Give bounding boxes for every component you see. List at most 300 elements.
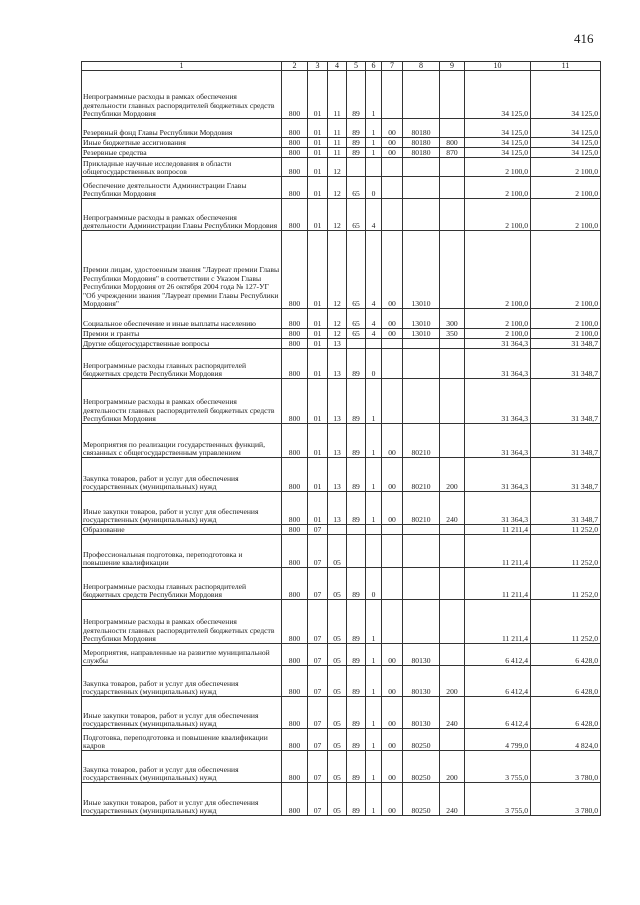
cell-amount-year-2: 4 824,0: [531, 729, 601, 751]
cell-code-subsection: 05: [328, 729, 347, 751]
cell-code-admin: 800: [282, 424, 308, 458]
cell-code-admin: 800: [282, 148, 308, 158]
cell-code-section: 01: [308, 339, 328, 349]
cell-code-direction: [382, 158, 403, 177]
cell-amount-year-2: 3 780,0: [531, 783, 601, 816]
cell-amount-year-1: 2 100,0: [465, 231, 531, 309]
cell-code-subprogram: 1: [366, 600, 382, 644]
cell-amount-year-2: 2 100,0: [531, 177, 601, 199]
cell-code-subprogram: 1: [366, 148, 382, 158]
cell-code-direction: 00: [382, 729, 403, 751]
cell-amount-year-1: 2 100,0: [465, 309, 531, 329]
cell-code-admin: 800: [282, 729, 308, 751]
cell-code-subsection: 13: [328, 339, 347, 349]
cell-amount-year-1: 34 125,0: [465, 71, 531, 119]
cell-code-program: 89: [347, 697, 366, 729]
cell-row-name: Непрограммные расходы главных распорядителей бюджетных средств Республики Мордовия: [82, 568, 282, 600]
cell-code-subsection: [328, 525, 347, 535]
table-row: [82, 666, 601, 697]
cell-row-name: Закупка товаров, работ и услуг для обеспечения государственных (муниципальных) нужд: [82, 751, 282, 783]
cell-code-item: 80130: [403, 644, 440, 666]
cell-code-section: 01: [308, 231, 328, 309]
cell-code-section: 01: [308, 138, 328, 148]
cell-code-expense-type: 300: [440, 309, 465, 329]
cell-code-expense-type: [440, 158, 465, 177]
cell-code-program: 89: [347, 666, 366, 697]
cell-code-direction: 00: [382, 751, 403, 783]
cell-amount-year-1: 11 211,4: [465, 600, 531, 644]
cell-code-subprogram: 1: [366, 458, 382, 492]
cell-amount-year-1: 31 364,3: [465, 339, 531, 349]
cell-code-program: 89: [347, 568, 366, 600]
cell-code-expense-type: [440, 525, 465, 535]
cell-code-admin: 800: [282, 697, 308, 729]
cell-row-name: Премии и гранты: [82, 329, 282, 339]
cell-code-item: [403, 379, 440, 424]
cell-row-name: Резервный фонд Главы Республики Мордовия: [82, 119, 282, 138]
cell-code-item: 80130: [403, 697, 440, 729]
cell-amount-year-2: 11 252,0: [531, 568, 601, 600]
cell-code-subprogram: 4: [366, 199, 382, 231]
table-row: [82, 158, 601, 177]
cell-code-direction: [382, 339, 403, 349]
cell-amount-year-2: 31 348,7: [531, 492, 601, 525]
cell-code-expense-type: [440, 644, 465, 666]
table-row: [82, 525, 601, 535]
cell-code-item: [403, 177, 440, 199]
cell-code-section: 07: [308, 644, 328, 666]
cell-row-name: Непрограммные расходы в рамках обеспечения деятельности Администрации Главы Республики Мордовия: [82, 199, 282, 231]
table-header-row: [82, 62, 601, 71]
cell-amount-year-2: 31 348,7: [531, 349, 601, 379]
cell-code-program: 65: [347, 231, 366, 309]
cell-row-name: Подготовка, переподготовка и повышение квалификации кадров: [82, 729, 282, 751]
cell-code-section: 07: [308, 535, 328, 568]
cell-code-expense-type: [440, 379, 465, 424]
cell-amount-year-2: 34 125,0: [531, 119, 601, 138]
cell-code-program: 89: [347, 644, 366, 666]
cell-amount-year-1: 2 100,0: [465, 199, 531, 231]
cell-code-program: 89: [347, 492, 366, 525]
cell-row-name: Образование: [82, 525, 282, 535]
cell-code-subprogram: 4: [366, 329, 382, 339]
cell-code-subsection: 05: [328, 697, 347, 729]
table-row: [82, 644, 601, 666]
cell-amount-year-2: 34 125,0: [531, 71, 601, 119]
cell-amount-year-2: 6 428,0: [531, 666, 601, 697]
cell-code-section: 07: [308, 783, 328, 816]
header-cell: 5: [347, 62, 366, 71]
cell-code-direction: [382, 71, 403, 119]
cell-code-subsection: 11: [328, 71, 347, 119]
table-row: [82, 458, 601, 492]
cell-code-section: 01: [308, 458, 328, 492]
cell-code-item: 13010: [403, 231, 440, 309]
cell-code-subsection: 05: [328, 666, 347, 697]
cell-code-expense-type: 200: [440, 458, 465, 492]
cell-amount-year-1: 3 755,0: [465, 751, 531, 783]
table-row: [82, 329, 601, 339]
cell-amount-year-2: 2 100,0: [531, 309, 601, 329]
cell-code-direction: [382, 600, 403, 644]
cell-code-program: 89: [347, 71, 366, 119]
cell-code-subprogram: 4: [366, 231, 382, 309]
cell-code-subprogram: 0: [366, 349, 382, 379]
cell-code-item: [403, 199, 440, 231]
cell-row-name: Социальное обеспечение и иные выплаты населению: [82, 309, 282, 329]
cell-code-direction: 00: [382, 783, 403, 816]
table-row: [82, 729, 601, 751]
cell-amount-year-1: 34 125,0: [465, 119, 531, 138]
cell-code-subsection: 05: [328, 535, 347, 568]
cell-amount-year-2: 31 348,7: [531, 424, 601, 458]
cell-amount-year-1: 6 412,4: [465, 666, 531, 697]
cell-code-direction: 00: [382, 119, 403, 138]
table-row: [82, 751, 601, 783]
cell-code-direction: 00: [382, 138, 403, 148]
cell-code-admin: 800: [282, 783, 308, 816]
cell-code-expense-type: 200: [440, 751, 465, 783]
cell-code-program: 89: [347, 600, 366, 644]
cell-code-item: 80210: [403, 458, 440, 492]
cell-code-subprogram: 1: [366, 751, 382, 783]
header-cell: 8: [403, 62, 440, 71]
cell-amount-year-2: 2 100,0: [531, 231, 601, 309]
cell-code-item: 80130: [403, 666, 440, 697]
cell-amount-year-2: 31 348,7: [531, 458, 601, 492]
cell-code-direction: [382, 349, 403, 379]
cell-amount-year-2: 6 428,0: [531, 644, 601, 666]
cell-amount-year-1: 11 211,4: [465, 525, 531, 535]
cell-amount-year-1: 34 125,0: [465, 148, 531, 158]
cell-code-subsection: 12: [328, 309, 347, 329]
cell-code-admin: 800: [282, 158, 308, 177]
cell-code-subsection: 11: [328, 148, 347, 158]
cell-amount-year-1: 6 412,4: [465, 644, 531, 666]
cell-code-expense-type: [440, 600, 465, 644]
table-row: [82, 424, 601, 458]
cell-code-expense-type: [440, 424, 465, 458]
cell-row-name: Профессиональная подготовка, переподготовка и повышение квалификации: [82, 535, 282, 568]
cell-code-direction: [382, 379, 403, 424]
cell-code-subsection: 05: [328, 751, 347, 783]
cell-code-subprogram: [366, 525, 382, 535]
cell-row-name: Непрограммные расходы в рамках обеспечения деятельности главных распорядителей бюджетных средств Республики Мордовия: [82, 379, 282, 424]
cell-row-name: Непрограммные расходы в рамках обеспечения деятельности главных распорядителей бюджетных средств Республики Мордовия: [82, 71, 282, 119]
cell-code-subsection: 05: [328, 783, 347, 816]
cell-code-section: 01: [308, 148, 328, 158]
cell-code-expense-type: [440, 71, 465, 119]
cell-code-subsection: 11: [328, 119, 347, 138]
header-cell: 1: [82, 62, 282, 71]
cell-code-subsection: 12: [328, 231, 347, 309]
cell-code-item: 80250: [403, 751, 440, 783]
cell-code-admin: 800: [282, 492, 308, 525]
cell-code-subsection: 13: [328, 458, 347, 492]
cell-code-subprogram: 1: [366, 424, 382, 458]
cell-code-program: 89: [347, 458, 366, 492]
cell-code-expense-type: 240: [440, 783, 465, 816]
cell-code-admin: 800: [282, 644, 308, 666]
cell-code-expense-type: [440, 349, 465, 379]
cell-row-name: Иные закупки товаров, работ и услуг для обеспечения государственных (муниципальных) нужд: [82, 783, 282, 816]
cell-amount-year-2: 34 125,0: [531, 148, 601, 158]
cell-code-subprogram: 1: [366, 492, 382, 525]
cell-code-direction: [382, 199, 403, 231]
cell-amount-year-2: 2 100,0: [531, 199, 601, 231]
cell-code-section: 07: [308, 729, 328, 751]
cell-code-subsection: 13: [328, 379, 347, 424]
cell-code-expense-type: 240: [440, 492, 465, 525]
cell-amount-year-1: 31 364,3: [465, 458, 531, 492]
cell-code-section: 07: [308, 666, 328, 697]
cell-code-item: 80180: [403, 119, 440, 138]
header-cell: 6: [366, 62, 382, 71]
cell-code-item: 80250: [403, 783, 440, 816]
cell-code-subsection: 05: [328, 644, 347, 666]
cell-row-name: Премии лицам, удостоенным звания "Лауреат премии Главы Республики Мордовия" в соответствии с Указом Главы Республики Мордовия от 26 октября 2004 года № 127-УГ "Об учреждении звания "Лауреат премии Главы Республики Мордовия": [82, 231, 282, 309]
cell-amount-year-2: 11 252,0: [531, 600, 601, 644]
cell-code-item: [403, 568, 440, 600]
cell-row-name: Непрограммные расходы в рамках обеспечения деятельности главных распорядителей бюджетных средств Республики Мордовия: [82, 600, 282, 644]
cell-code-program: 89: [347, 138, 366, 148]
cell-code-item: [403, 339, 440, 349]
header-cell: 7: [382, 62, 403, 71]
cell-row-name: Резервные средства: [82, 148, 282, 158]
cell-code-item: [403, 525, 440, 535]
cell-code-admin: 800: [282, 535, 308, 568]
cell-code-section: 07: [308, 525, 328, 535]
table-row: [82, 600, 601, 644]
cell-code-section: 01: [308, 119, 328, 138]
cell-code-program: 89: [347, 379, 366, 424]
cell-code-expense-type: [440, 568, 465, 600]
cell-code-expense-type: 240: [440, 697, 465, 729]
cell-code-item: [403, 158, 440, 177]
cell-code-admin: 800: [282, 751, 308, 783]
cell-code-subprogram: 1: [366, 71, 382, 119]
cell-code-item: [403, 349, 440, 379]
cell-amount-year-2: 2 100,0: [531, 158, 601, 177]
cell-amount-year-2: 11 252,0: [531, 525, 601, 535]
cell-code-subprogram: 1: [366, 379, 382, 424]
cell-code-subprogram: 0: [366, 177, 382, 199]
cell-code-section: 01: [308, 379, 328, 424]
cell-amount-year-1: 31 364,3: [465, 379, 531, 424]
cell-code-section: 07: [308, 568, 328, 600]
budget-table: [81, 61, 601, 816]
table-row: [82, 568, 601, 600]
cell-code-expense-type: [440, 119, 465, 138]
cell-code-expense-type: [440, 535, 465, 568]
cell-code-item: 80250: [403, 729, 440, 751]
cell-code-program: [347, 525, 366, 535]
cell-amount-year-1: 3 755,0: [465, 783, 531, 816]
table-row: [82, 379, 601, 424]
cell-code-subsection: 05: [328, 568, 347, 600]
cell-row-name: Закупка товаров, работ и услуг для обеспечения государственных (муниципальных) нужд: [82, 458, 282, 492]
cell-code-item: 80210: [403, 424, 440, 458]
cell-code-expense-type: [440, 729, 465, 751]
cell-code-direction: 00: [382, 424, 403, 458]
cell-code-subsection: 11: [328, 138, 347, 148]
cell-code-direction: [382, 525, 403, 535]
cell-row-name: Иные бюджетные ассигнования: [82, 138, 282, 148]
cell-amount-year-2: 34 125,0: [531, 138, 601, 148]
cell-code-expense-type: 350: [440, 329, 465, 339]
header-cell: 10: [465, 62, 531, 71]
header-cell: 2: [282, 62, 308, 71]
cell-code-section: 01: [308, 424, 328, 458]
table-row: [82, 349, 601, 379]
cell-code-direction: 00: [382, 697, 403, 729]
cell-code-program: 65: [347, 309, 366, 329]
cell-amount-year-2: 6 428,0: [531, 697, 601, 729]
cell-amount-year-2: 3 780,0: [531, 751, 601, 783]
cell-code-subsection: 13: [328, 492, 347, 525]
cell-code-subsection: 12: [328, 177, 347, 199]
header-cell: 9: [440, 62, 465, 71]
cell-code-program: [347, 339, 366, 349]
cell-code-direction: 00: [382, 492, 403, 525]
cell-code-direction: 00: [382, 309, 403, 329]
cell-code-program: 89: [347, 783, 366, 816]
cell-code-item: 80210: [403, 492, 440, 525]
cell-code-section: 01: [308, 71, 328, 119]
cell-code-program: 89: [347, 349, 366, 379]
cell-amount-year-1: 4 799,0: [465, 729, 531, 751]
cell-row-name: Обеспечение деятельности Администрации Главы Республики Мордовия: [82, 177, 282, 199]
table-row: [82, 492, 601, 525]
cell-code-admin: 800: [282, 199, 308, 231]
cell-code-admin: 800: [282, 525, 308, 535]
table-row: [82, 231, 601, 309]
cell-code-direction: [382, 535, 403, 568]
cell-code-direction: 00: [382, 148, 403, 158]
cell-code-subsection: 13: [328, 349, 347, 379]
cell-row-name: Мероприятия, направленные на развитие муниципальной службы: [82, 644, 282, 666]
cell-code-admin: 800: [282, 379, 308, 424]
cell-code-program: 89: [347, 729, 366, 751]
cell-amount-year-2: 31 348,7: [531, 339, 601, 349]
cell-code-item: 80180: [403, 138, 440, 148]
cell-code-direction: 00: [382, 644, 403, 666]
cell-code-expense-type: 870: [440, 148, 465, 158]
cell-code-admin: 800: [282, 339, 308, 349]
table-row: [82, 697, 601, 729]
cell-code-direction: [382, 177, 403, 199]
cell-code-subsection: 12: [328, 158, 347, 177]
cell-code-program: [347, 158, 366, 177]
cell-amount-year-1: 34 125,0: [465, 138, 531, 148]
cell-row-name: Непрограммные расходы главных распорядителей бюджетных средств Республики Мордовия: [82, 349, 282, 379]
cell-code-section: 07: [308, 697, 328, 729]
cell-code-subsection: 12: [328, 199, 347, 231]
cell-amount-year-1: 6 412,4: [465, 697, 531, 729]
cell-code-program: 65: [347, 329, 366, 339]
cell-code-expense-type: [440, 177, 465, 199]
cell-code-program: 65: [347, 199, 366, 231]
cell-code-admin: 800: [282, 568, 308, 600]
cell-code-admin: 800: [282, 138, 308, 148]
cell-code-item: [403, 71, 440, 119]
cell-code-program: 89: [347, 148, 366, 158]
cell-code-subprogram: [366, 158, 382, 177]
cell-code-section: 07: [308, 600, 328, 644]
cell-code-direction: 00: [382, 666, 403, 697]
cell-amount-year-1: 31 364,3: [465, 492, 531, 525]
cell-row-name: Иные закупки товаров, работ и услуг для обеспечения государственных (муниципальных) нужд: [82, 492, 282, 525]
cell-code-subsection: 05: [328, 600, 347, 644]
cell-code-subprogram: [366, 535, 382, 568]
cell-code-admin: 800: [282, 309, 308, 329]
table-row: [82, 199, 601, 231]
cell-row-name: Мероприятия по реализации государственных функций, связанных с общегосударственным управлением: [82, 424, 282, 458]
cell-code-section: 01: [308, 349, 328, 379]
cell-code-subprogram: 0: [366, 568, 382, 600]
cell-code-section: 01: [308, 329, 328, 339]
cell-code-program: 89: [347, 119, 366, 138]
cell-code-subprogram: 1: [366, 783, 382, 816]
cell-code-program: 89: [347, 424, 366, 458]
cell-amount-year-1: 31 364,3: [465, 424, 531, 458]
table-row: [82, 138, 601, 148]
cell-code-item: 13010: [403, 329, 440, 339]
cell-amount-year-1: 2 100,0: [465, 177, 531, 199]
cell-row-name: Закупка товаров, работ и услуг для обеспечения государственных (муниципальных) нужд: [82, 666, 282, 697]
cell-code-subprogram: 1: [366, 666, 382, 697]
cell-code-section: 07: [308, 751, 328, 783]
header-cell: 3: [308, 62, 328, 71]
header-cell: 11: [531, 62, 601, 71]
cell-code-item: [403, 600, 440, 644]
cell-amount-year-2: 31 348,7: [531, 379, 601, 424]
cell-amount-year-1: 11 211,4: [465, 568, 531, 600]
cell-amount-year-1: 31 364,3: [465, 349, 531, 379]
cell-amount-year-1: 2 100,0: [465, 329, 531, 339]
cell-code-direction: 00: [382, 329, 403, 339]
cell-row-name: Другие общегосударственные вопросы: [82, 339, 282, 349]
cell-code-section: 01: [308, 309, 328, 329]
cell-code-admin: 800: [282, 231, 308, 309]
cell-code-expense-type: [440, 231, 465, 309]
cell-code-section: 01: [308, 158, 328, 177]
cell-row-name: Иные закупки товаров, работ и услуг для обеспечения государственных (муниципальных) нужд: [82, 697, 282, 729]
cell-code-direction: [382, 568, 403, 600]
page-number: 416: [574, 31, 594, 46]
cell-code-subprogram: 1: [366, 697, 382, 729]
cell-code-program: 65: [347, 177, 366, 199]
cell-code-section: 01: [308, 492, 328, 525]
cell-code-admin: 800: [282, 177, 308, 199]
cell-code-direction: 00: [382, 458, 403, 492]
table-row: [82, 148, 601, 158]
table-row: [82, 71, 601, 119]
header-cell: 4: [328, 62, 347, 71]
cell-code-program: [347, 535, 366, 568]
cell-code-admin: 800: [282, 119, 308, 138]
table-row: [82, 309, 601, 329]
cell-code-section: 01: [308, 199, 328, 231]
cell-code-program: 89: [347, 751, 366, 783]
table-row: [82, 783, 601, 816]
cell-code-section: 01: [308, 177, 328, 199]
cell-code-admin: 800: [282, 458, 308, 492]
cell-amount-year-2: 11 252,0: [531, 535, 601, 568]
cell-code-item: [403, 535, 440, 568]
cell-row-name: Прикладные научные исследования в области общегосударственных вопросов: [82, 158, 282, 177]
table-row: [82, 177, 601, 199]
